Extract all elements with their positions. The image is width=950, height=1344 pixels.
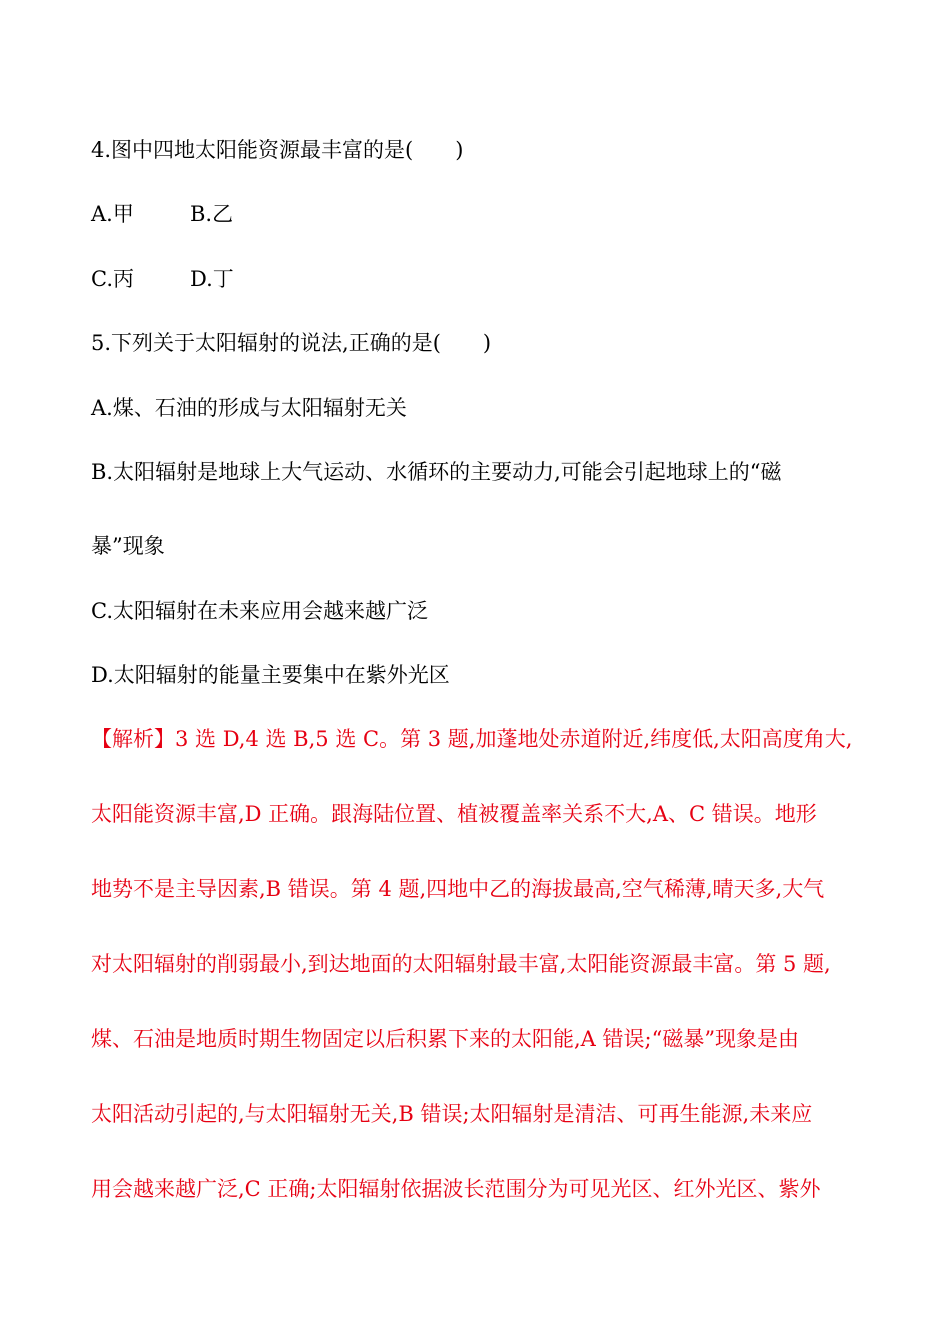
- option-b: B.乙: [190, 202, 234, 226]
- option-a: A.甲: [91, 202, 134, 226]
- analysis-line-4: 对太阳辐射的削弱最小,到达地面的太阳辐射最丰富,太阳能资源最丰富。第 5 题,: [91, 952, 831, 976]
- question-4-stem: 4.图中四地太阳能资源最丰富的是( ): [91, 138, 464, 162]
- option-d: D.丁: [190, 267, 234, 291]
- question-5-option-c: C.太阳辐射在未来应用会越来越广泛: [91, 599, 428, 623]
- question-5-option-a: A.煤、石油的形成与太阳辐射无关: [91, 396, 407, 420]
- analysis-line-5: 煤、石油是地质时期生物固定以后积累下来的太阳能,A 错误;“磁暴”现象是由: [91, 1027, 800, 1051]
- question-4-options-row-1: [91, 199, 391, 229]
- option-c: C.丙: [91, 267, 134, 291]
- question-5-stem: 5.下列关于太阳辐射的说法,正确的是( ): [91, 331, 492, 355]
- question-5-option-d: D.太阳辐射的能量主要集中在紫外光区: [91, 663, 450, 687]
- question-5-option-b-line-2: 暴”现象: [91, 534, 165, 558]
- question-5-option-b-line-1: B.太阳辐射是地球上大气运动、水循环的主要动力,可能会引起地球上的“磁: [91, 460, 782, 484]
- question-4-options-row-2: [91, 264, 391, 294]
- analysis-line-6: 太阳活动引起的,与太阳辐射无关,B 错误;太阳辐射是清洁、可再生能源,未来应: [91, 1102, 813, 1126]
- analysis-line-1: 【解析】3 选 D,4 选 B,5 选 C。第 3 题,加蓬地处赤道附近,纬度低,太阳高度角大,: [91, 727, 853, 751]
- analysis-line-2: 太阳能资源丰富,D 正确。跟海陆位置、植被覆盖率关系不大,A、C 错误。地形: [91, 802, 817, 826]
- analysis-line-3: 地势不是主导因素,B 错误。第 4 题,四地中乙的海拔最高,空气稀薄,晴天多,大气: [91, 877, 825, 901]
- analysis-line-7: 用会越来越广泛,C 正确;太阳辐射依据波长范围分为可见光区、红外光区、紫外: [91, 1177, 821, 1201]
